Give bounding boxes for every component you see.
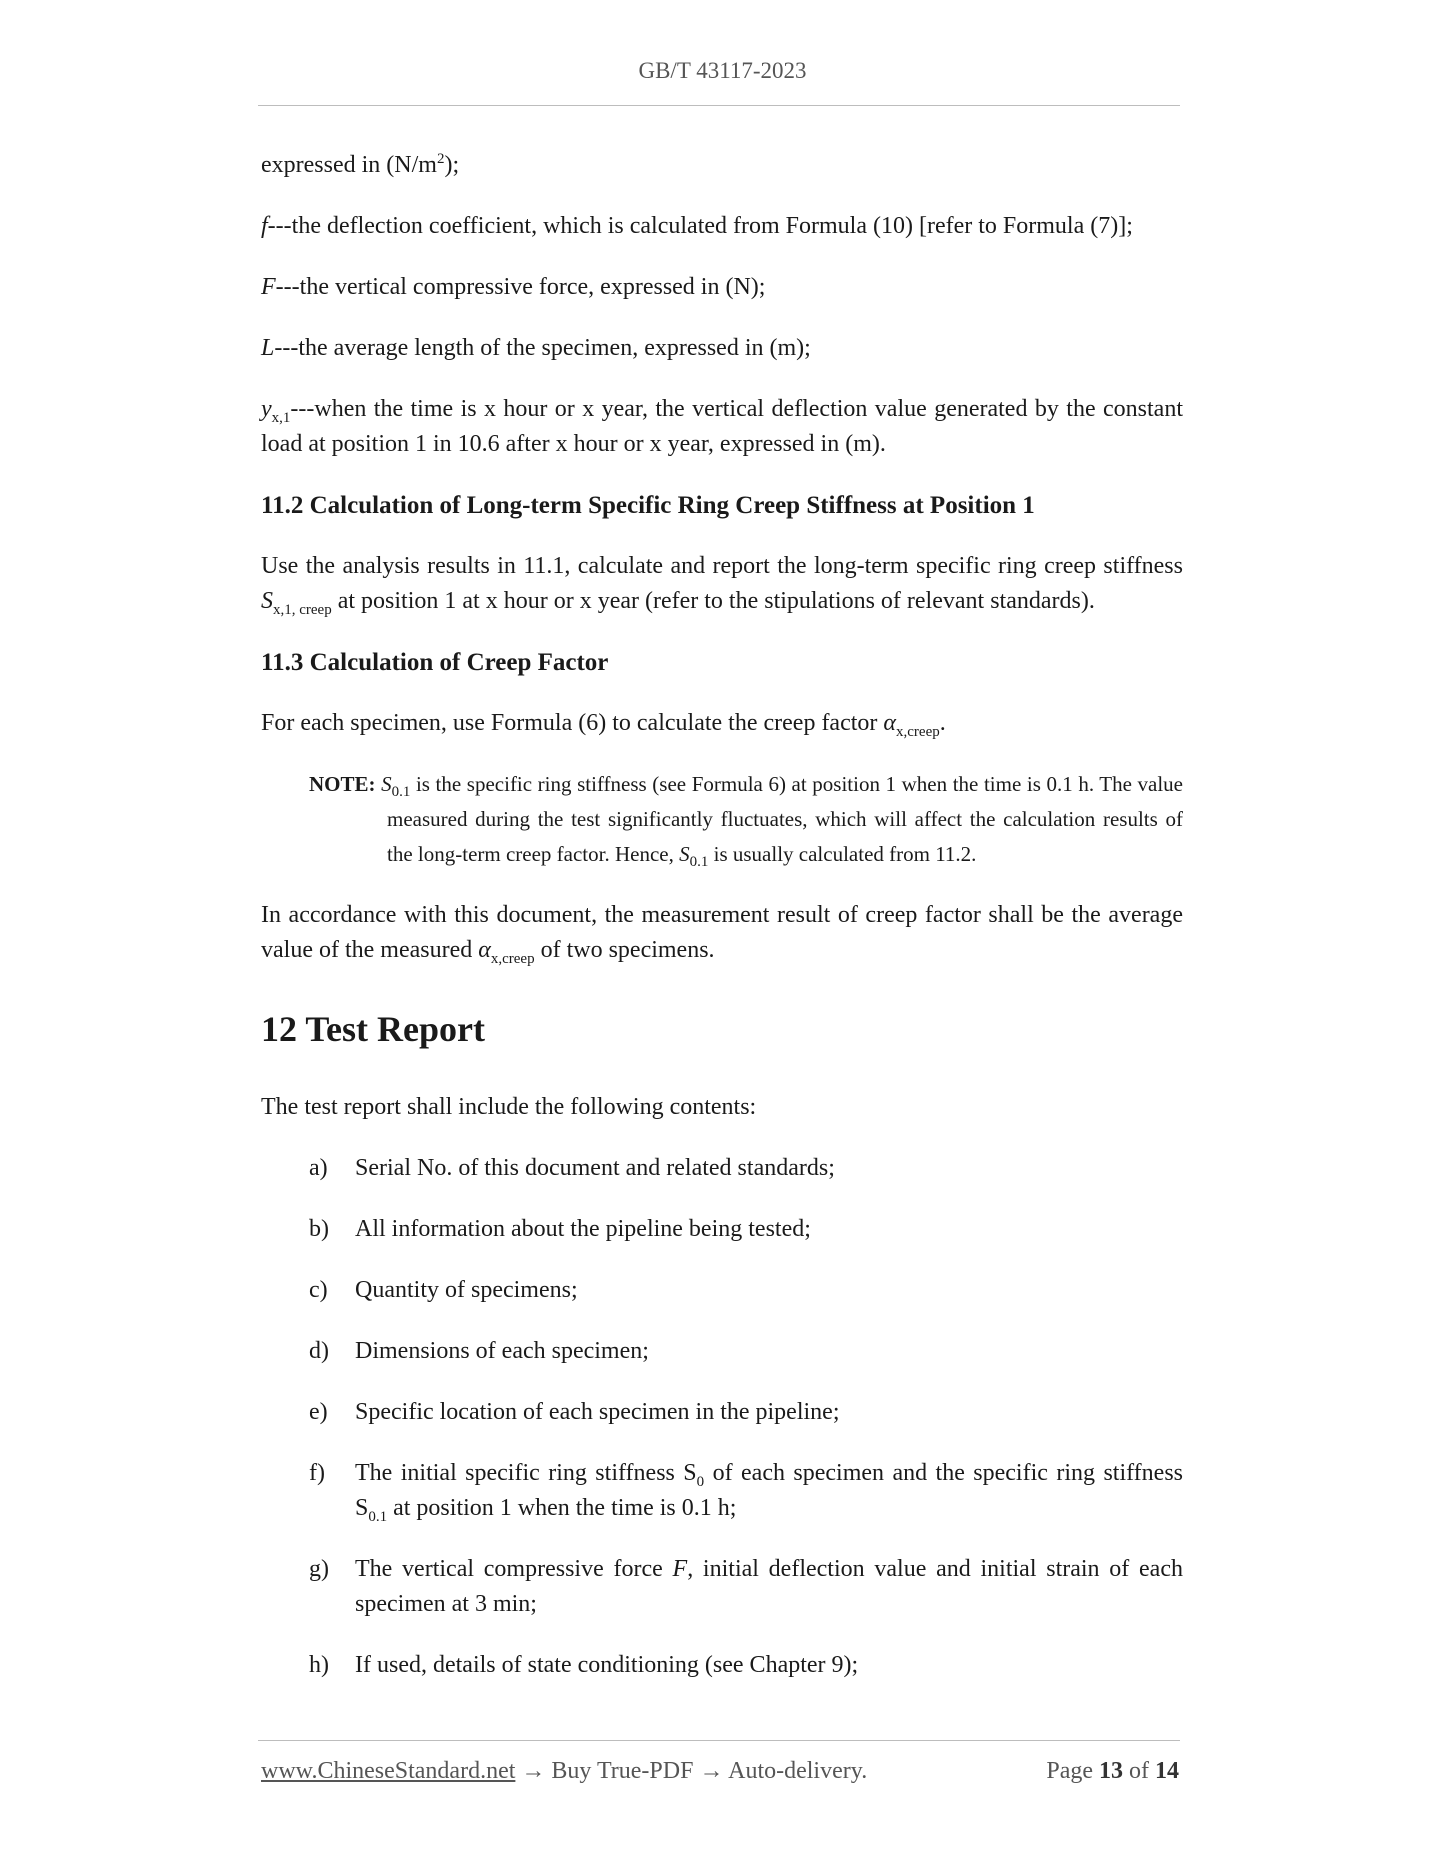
list-item: d) Dimensions of each specimen; xyxy=(309,1338,649,1364)
list-item: c) Quantity of specimens; xyxy=(309,1277,578,1303)
page-indicator: Page 13 of 14 xyxy=(1046,1758,1179,1784)
page-body xyxy=(261,148,1183,1709)
report-contents-list xyxy=(261,1151,1183,1683)
list-item: g) The vertical compressive force F, initial deflection value and initial strain of each specimen at 3 min; xyxy=(309,1556,1183,1617)
paragraph-units: expressed in $(N/m^2)$; xyxy=(261,151,460,178)
definition-y: $y_{x,1}--$-when the time is x hour or x year, the vertical deflection value generated by the constant load at position 1 in 10.6 after x hour or x year, expressed in (m). xyxy=(261,396,1183,457)
list-item: b) All information about the pipeline being tested; xyxy=(309,1216,811,1242)
note: NOTE: $S_{0.1}$ is the specific ring stiffness (see Formula 6) at position 1 when the time is 0.1 h. The value measured during the test significantly fluctuates, which will affect the calculation results of the long-term creep factor. Hence, $S_{0.1}$ is usually calculated from 11.2. xyxy=(309,772,1183,871)
paragraph-11-3: For each specimen, use Formula (6) to calculate the creep factor $\alpha_{x,creep}$. xyxy=(261,710,946,740)
section-heading-11-3: 11.3 Calculation of Creep Factor xyxy=(261,649,609,676)
section-heading-11-2: 11.2 Calculation of Long-term Specific Ring Creep Stiffness at Position 1 xyxy=(261,492,1035,519)
chapter-heading-12: 12 Test Report xyxy=(261,1009,485,1049)
list-item: a) Serial No. of this document and related standards; xyxy=(309,1155,835,1181)
paragraph-report-intro: The test report shall include the following contents: xyxy=(261,1094,757,1120)
header-divider xyxy=(258,105,1180,106)
footer-tagline: → Buy True-PDF → Auto-delivery. xyxy=(515,1758,868,1784)
list-item: h) If used, details of state conditioning (see Chapter 9); xyxy=(309,1652,859,1678)
definition-L: L---the average length of the specimen, expressed in (m); xyxy=(261,335,811,361)
paragraph-creep-result: In accordance with this document, the measurement result of creep factor shall be the average value of the measured $\alpha_{x,creep}$ of two specimens. xyxy=(261,902,1183,967)
page-footer xyxy=(261,1758,1183,1785)
running-header: GB/T 43117-2023 xyxy=(638,58,807,83)
paragraph-11-2: Use the analysis results in 11.1, calculate and report the long-term specific ring creep stiffness $S_{x,1, creep}$ at position 1 at x hour or x year (refer to the stipulations of relevant standards). xyxy=(261,553,1183,618)
list-item: f) The initial specific ring stiffness $S_0$ of each specimen and the specific ring stiffness $S_{0.1}$ at position 1 when the time is 0.1 h; xyxy=(309,1460,1183,1525)
website-link[interactable]: www.ChineseStandard.net xyxy=(261,1758,516,1784)
list-item: e) Specific location of each specimen in the pipeline; xyxy=(309,1399,840,1425)
definition-f: f---the deflection coefficient, which is calculated from Formula (10) [refer to Formula (7)]; xyxy=(261,213,1133,239)
definition-F: F---the vertical compressive force, expressed in (N); xyxy=(261,274,766,300)
footer-divider xyxy=(258,1740,1180,1741)
